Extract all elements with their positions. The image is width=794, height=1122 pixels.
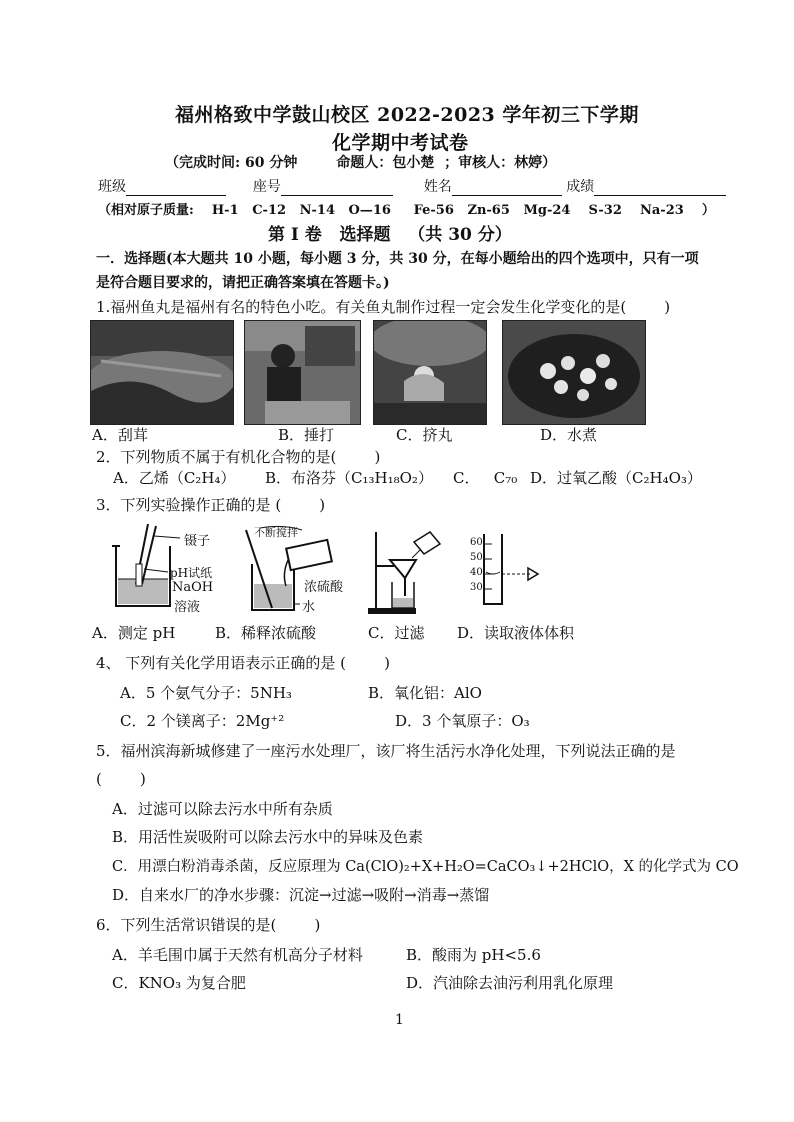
q3-option-a: A．测定 pH <box>92 624 176 642</box>
q5-option-b: B．用活性炭吸附可以除去污水中的异味及色素 <box>112 828 424 846</box>
q3-diagram-filter <box>368 526 448 616</box>
q5-option-c: C．用漂白粉消毒杀菌，反应原理为 Ca(ClO)₂+X+H₂O=CaCO₃↓+2HClO，X 的化学式为 CO <box>112 859 739 875</box>
q1-option-b: B．捶打 <box>278 426 335 444</box>
q4-option-b: B．氧化铝：AlO <box>368 684 482 702</box>
field-score-label: 成绩 <box>566 179 595 195</box>
student-info-row <box>98 176 726 196</box>
scale-30: 30 <box>470 582 483 593</box>
label-ph-paper: pH试纸 <box>170 566 213 580</box>
q3-diagram-cylinder <box>470 532 550 612</box>
atomic-masses: （相对原子质量: H-1 C-12 N-14 O—16 Fe-56 Zn-65 Mg-24 S-32 Na-23 ） <box>98 203 715 218</box>
q1-photo-c <box>373 320 487 425</box>
q6-option-c: C．KNO₃ 为复合肥 <box>112 974 246 992</box>
q1-photo-b <box>244 320 361 425</box>
field-class-blank[interactable] <box>126 181 226 196</box>
q1-option-c: C．挤丸 <box>396 426 453 444</box>
page-number: 1 <box>395 1012 404 1028</box>
section-instructions-1: 一．选择题(本大题共 10 小题，每小题 3 分，共 30 分，在每小题给出的四个选项中，只有一项 <box>96 251 699 267</box>
q5-option-d: D．自来水厂的净水步骤：沉淀→过滤→吸附→消毒→蒸馏 <box>112 886 490 904</box>
q4-stem: 4、 下列有关化学用语表示正确的是 ( ) <box>96 654 390 672</box>
q6-option-d: D．汽油除去油污利用乳化原理 <box>406 974 614 992</box>
q4-option-a: A．5 个氨气分子：5NH₃ <box>120 684 292 702</box>
field-seat-blank[interactable] <box>281 181 393 196</box>
q1-photo-a <box>90 320 234 425</box>
q3-option-c: C．过滤 <box>368 624 425 642</box>
q5-blank: ( ) <box>96 770 146 788</box>
section-title: 第 I 卷 选择题 （共 30 分） <box>268 225 512 245</box>
exam-meta: （完成时间: 60 分钟 命题人：包小楚 ；审核人：林婷） <box>165 155 557 171</box>
field-class-label: 班级 <box>98 179 126 195</box>
q6-option-a: A．羊毛围巾属于天然有机高分子材料 <box>112 946 363 964</box>
label-water: 水 <box>302 600 316 615</box>
label-tweezers: 镊子 <box>184 534 211 549</box>
q4-option-d: D．3 个氧原子：O₃ <box>395 712 530 730</box>
q1-option-a: A．刮茸 <box>92 426 148 444</box>
label-solution: 溶液 <box>174 600 201 615</box>
field-score-blank[interactable] <box>594 181 726 196</box>
field-name-blank[interactable] <box>452 181 562 196</box>
label-naoh: NaOH <box>172 580 214 595</box>
q2-option-a: A．乙烯（C₂H₄） <box>113 469 236 487</box>
q5-stem: 5．福州滨海新城修建了一座污水处理厂，该厂将生活污水净化处理，下列说法正确的是 <box>96 742 676 760</box>
field-seat-label: 座号 <box>252 179 281 195</box>
q3-option-b: B．稀释浓硫酸 <box>215 624 317 642</box>
q4-option-c: C．2 个镁离子：2Mg⁺² <box>120 712 285 730</box>
q1-stem: 1.福州鱼丸是福州有名的特色小吃。有关鱼丸制作过程一定会发生化学变化的是( ) <box>96 298 671 316</box>
q2-stem: 2．下列物质不属于有机化合物的是( ) <box>96 448 381 466</box>
q1-option-d: D．水煮 <box>540 426 598 444</box>
q3-stem: 3．下列实验操作正确的是 ( ) <box>96 496 326 514</box>
q6-option-b: B．酸雨为 pH<5.6 <box>406 946 541 964</box>
q1-photo-d <box>502 320 646 425</box>
exam-title-line1: 福州格致中学鼓山校区 2022-2023 学年初三下学期 <box>175 104 639 126</box>
q3-option-d: D．读取液体体积 <box>457 624 575 642</box>
q2-option-b: B．布洛芬（C₁₃H₁₈O₂） <box>265 469 433 487</box>
q2-option-c: C． C₇₀ <box>453 469 518 487</box>
label-conc-acid: 浓硫酸 <box>304 580 344 595</box>
label-stir: 不断搅拌 <box>254 526 298 539</box>
section-instructions-2: 是符合题目要求的，请把正确答案填在答题卡。) <box>96 275 390 291</box>
q5-option-a: A．过滤可以除去污水中所有杂质 <box>112 800 333 818</box>
scale-40: 40 <box>470 567 483 578</box>
q3-diagram-dilute <box>242 524 362 616</box>
q6-stem: 6．下列生活常识错误的是( ) <box>96 916 321 934</box>
field-name-label: 姓名 <box>423 179 452 195</box>
q2-option-d: D．过氧乙酸（C₂H₄O₃） <box>530 469 702 487</box>
scale-50: 50 <box>470 552 483 563</box>
q3-diagram-ph <box>108 524 238 616</box>
exam-title-line2: 化学期中考试卷 <box>332 132 469 154</box>
scale-60: 60 <box>470 537 483 548</box>
